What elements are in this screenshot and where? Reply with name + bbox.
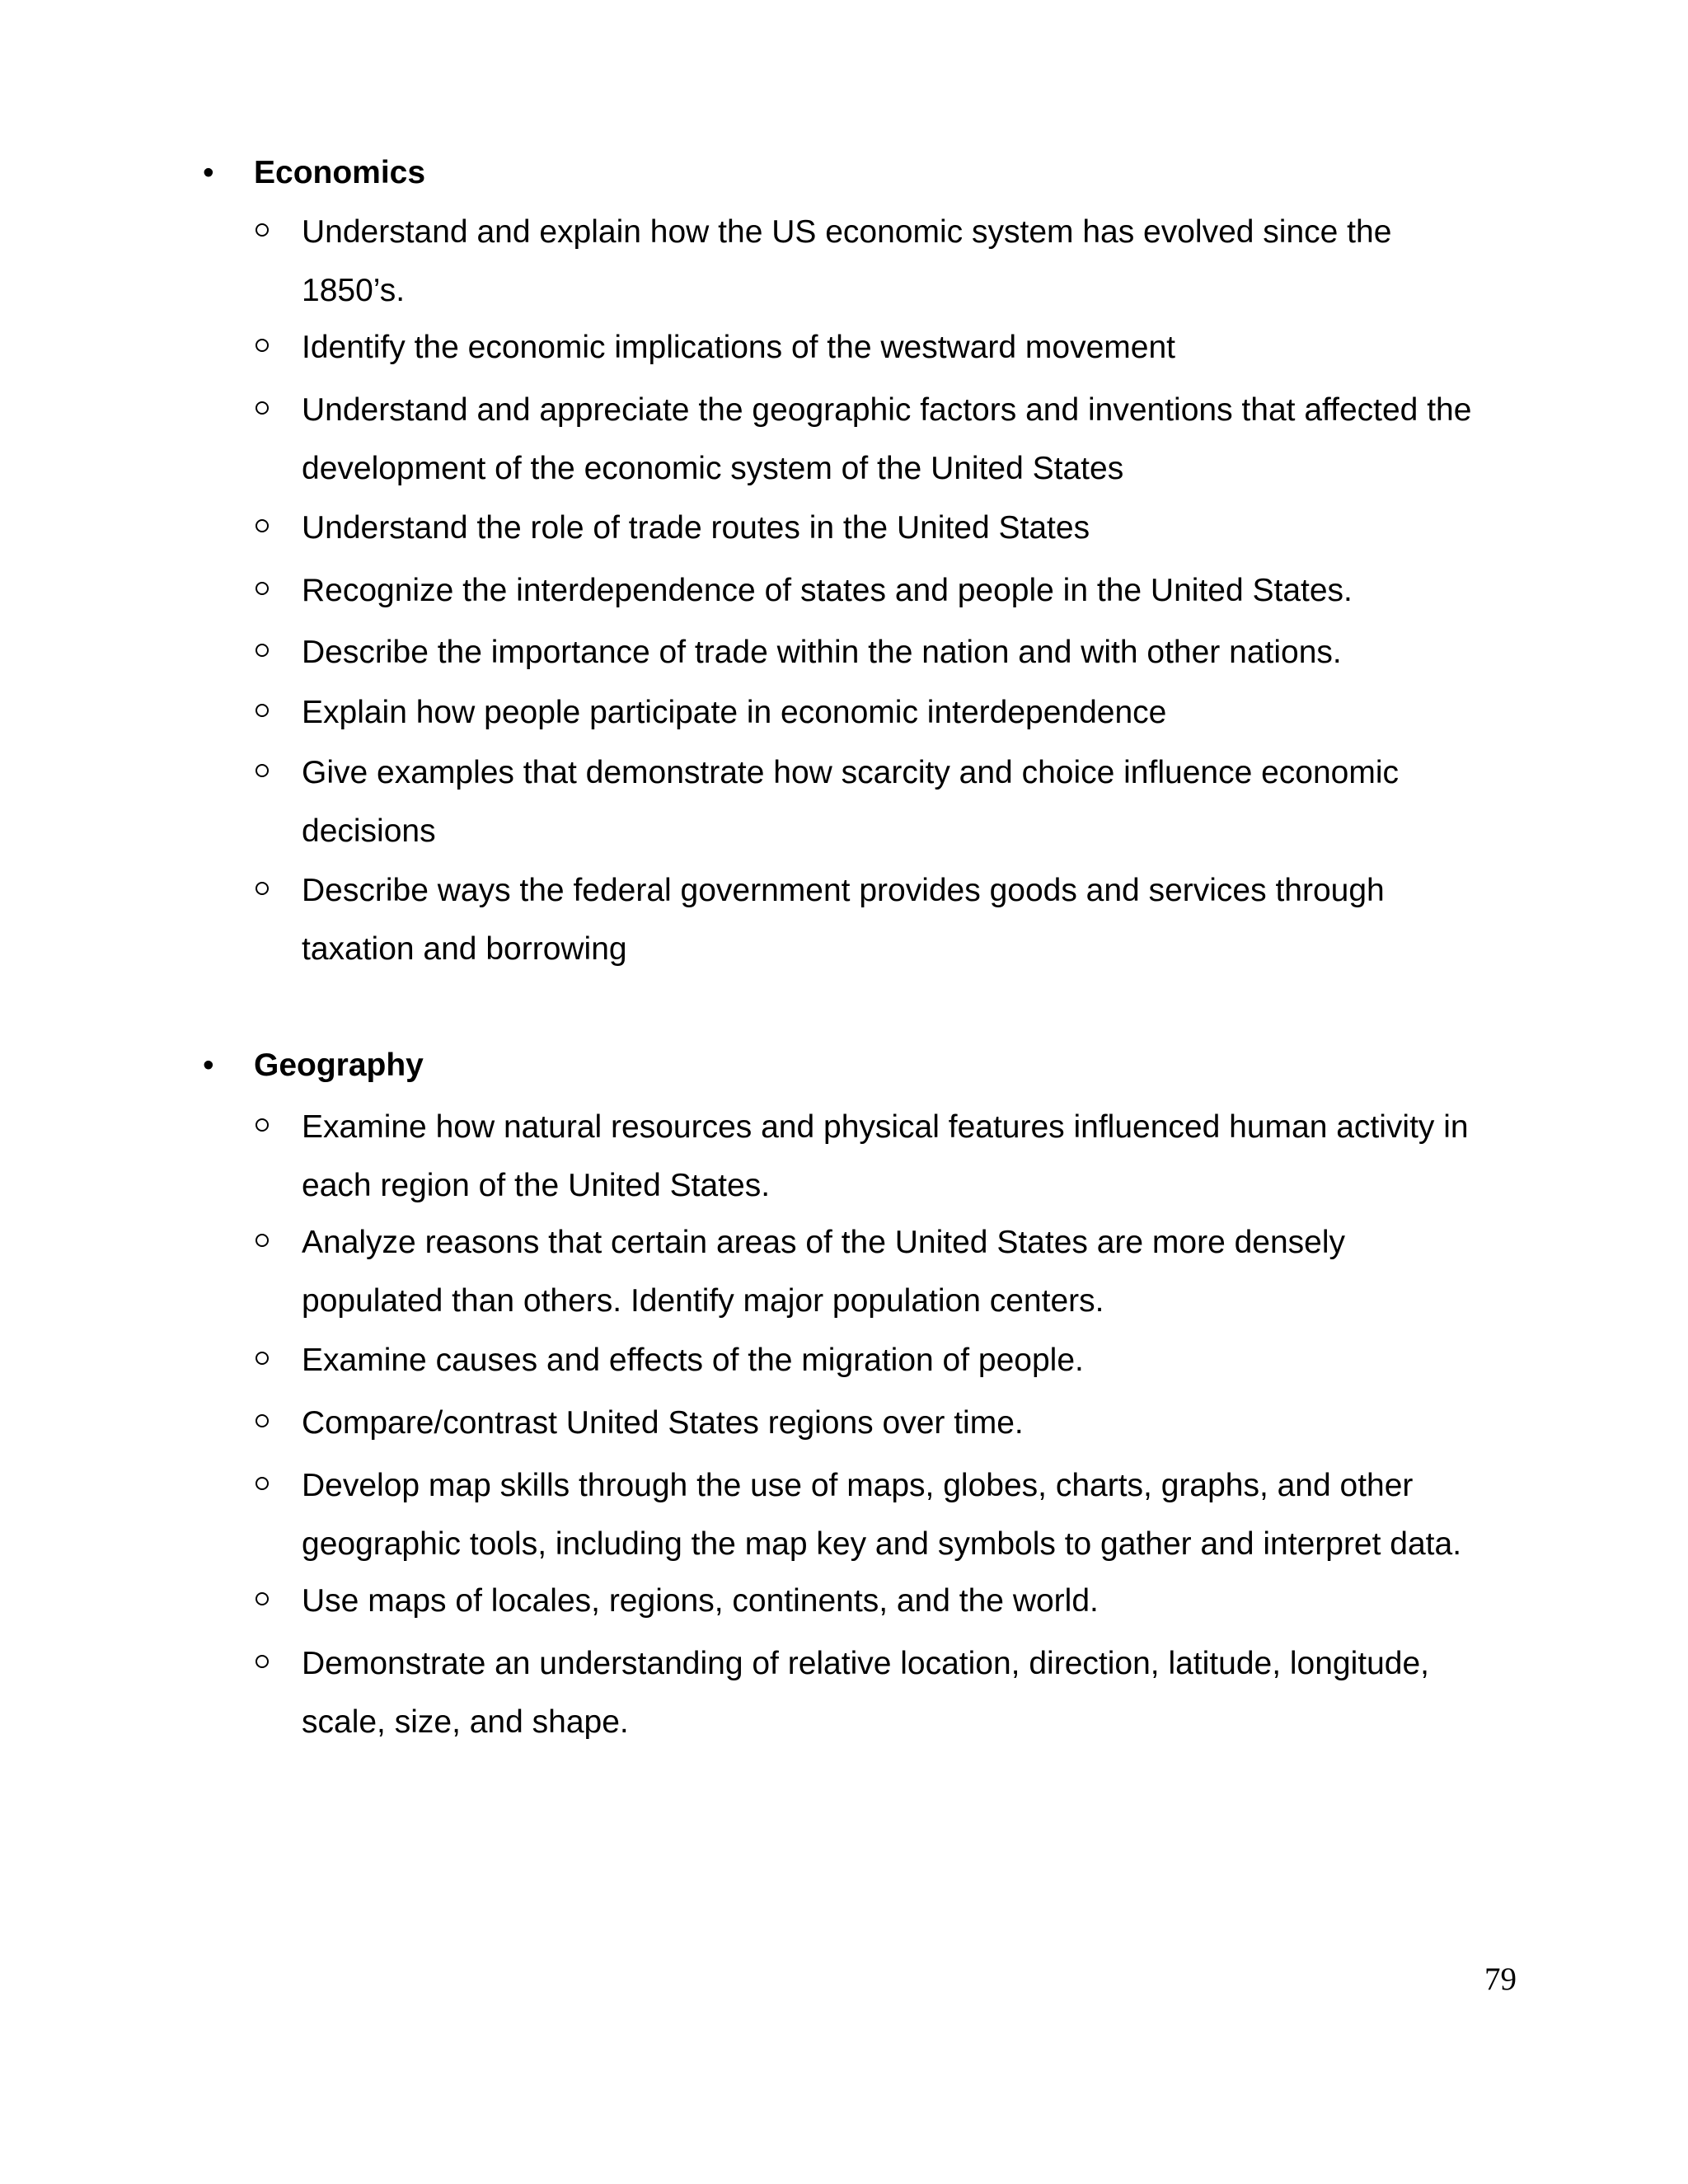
list-item-line: Analyze reasons that certain areas of the United States are more densely	[302, 1225, 1346, 1260]
section-title: Geography	[254, 1047, 424, 1083]
circle-bullet-icon	[256, 223, 269, 237]
list-item-line: populated than others. Identify major population centers.	[302, 1283, 1104, 1319]
circle-bullet-icon	[256, 704, 269, 717]
circle-bullet-icon	[256, 1234, 269, 1247]
list-item-line: Compare/contrast United States regions over time.	[302, 1405, 1024, 1441]
circle-bullet-icon	[256, 882, 269, 895]
list-item-line: Examine how natural resources and physical features influenced human activity in	[302, 1109, 1469, 1145]
circle-bullet-icon	[256, 644, 269, 657]
list-item-line: Identify the economic implications of the westward movement	[302, 330, 1175, 365]
list-item-line: decisions	[302, 813, 436, 849]
bullet-icon: •	[203, 155, 214, 190]
list-item-line: Describe ways the federal government provides goods and services through	[302, 873, 1385, 908]
circle-bullet-icon	[256, 1477, 269, 1490]
bullet-icon: •	[203, 1047, 214, 1083]
list-item-line: Recognize the interdependence of states and people in the United States.	[302, 573, 1353, 608]
section-title: Economics	[254, 155, 426, 190]
circle-bullet-icon	[256, 582, 269, 595]
list-item-line: Explain how people participate in economic interdependence	[302, 695, 1167, 730]
circle-bullet-icon	[256, 401, 269, 415]
list-item-line: Demonstrate an understanding of relative location, direction, latitude, longitude,	[302, 1646, 1430, 1681]
list-item-line: Give examples that demonstrate how scarcity and choice influence economic	[302, 755, 1400, 790]
circle-bullet-icon	[256, 1655, 269, 1668]
list-item-line: Develop map skills through the use of maps, globes, charts, graphs, and other	[302, 1468, 1414, 1503]
list-item-line: development of the economic system of the United States	[302, 451, 1124, 486]
list-item-line: geographic tools, including the map key and symbols to gather and interpret data.	[302, 1526, 1462, 1562]
list-item-line: Describe the importance of trade within the nation and with other nations.	[302, 635, 1342, 670]
list-item-line: Understand the role of trade routes in the United States	[302, 510, 1090, 546]
list-item-line: taxation and borrowing	[302, 931, 627, 967]
list-item-line: each region of the United States.	[302, 1168, 771, 1203]
circle-bullet-icon	[256, 1592, 269, 1605]
list-item-line: Use maps of locales, regions, continents, and the world.	[302, 1583, 1099, 1619]
circle-bullet-icon	[256, 519, 269, 532]
page-number: 79	[1484, 1961, 1517, 1997]
list-item-line: Understand and explain how the US economic system has evolved since the	[302, 214, 1392, 250]
circle-bullet-icon	[256, 764, 269, 777]
list-item-line: 1850’s.	[302, 273, 406, 308]
circle-bullet-icon	[256, 1352, 269, 1365]
circle-bullet-icon	[256, 1118, 269, 1132]
list-item-line: Examine causes and effects of the migration of people.	[302, 1343, 1084, 1378]
list-item-line: Understand and appreciate the geographic factors and inventions that affected the	[302, 392, 1472, 428]
circle-bullet-icon	[256, 339, 269, 352]
circle-bullet-icon	[256, 1414, 269, 1427]
list-item-line: scale, size, and shape.	[302, 1704, 629, 1740]
